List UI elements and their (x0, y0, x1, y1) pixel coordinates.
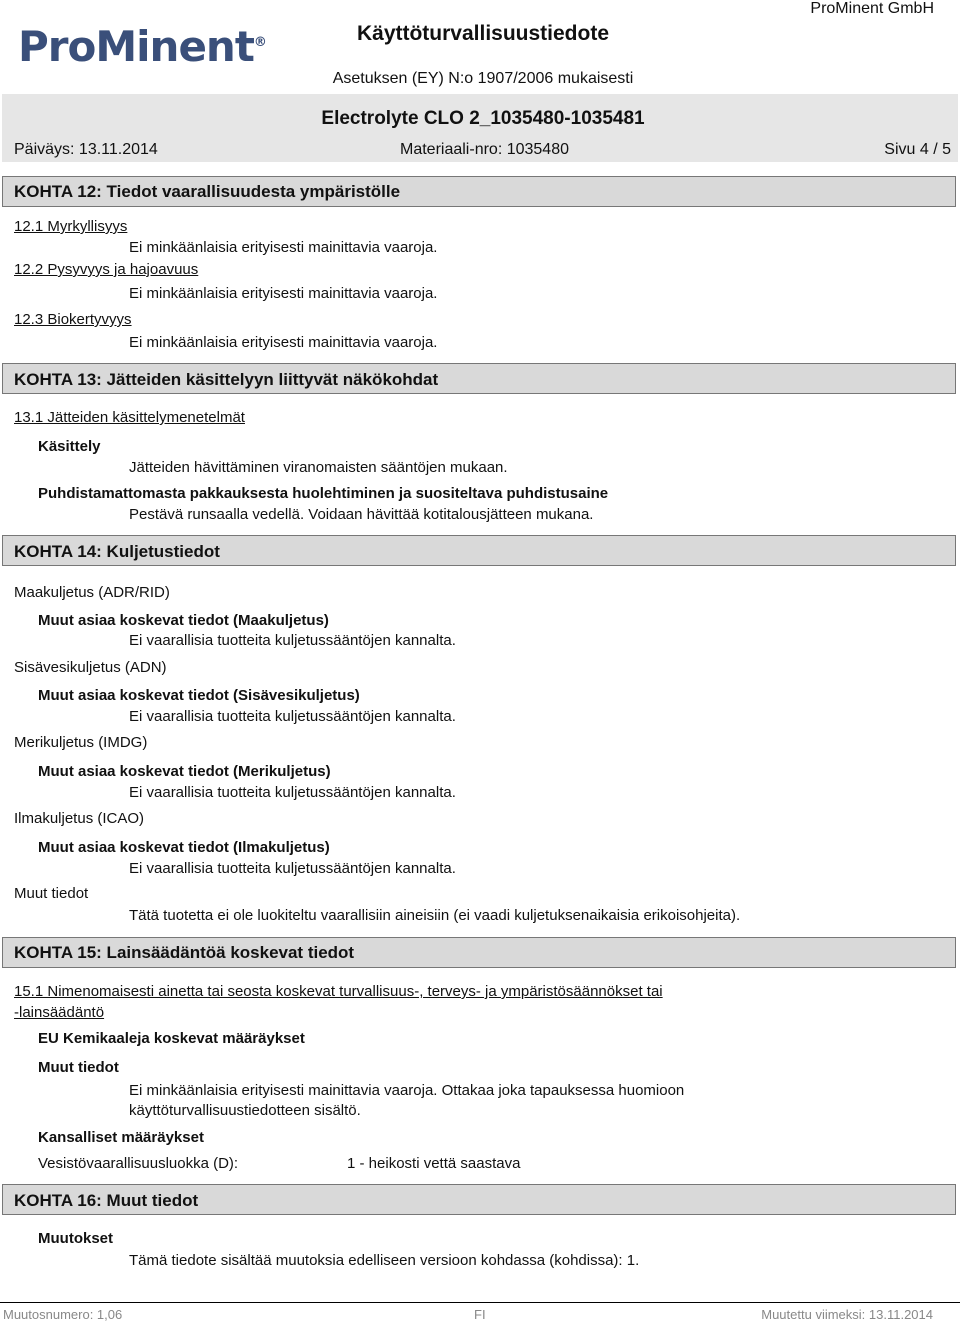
regulation-text: Asetuksen (EY) N:o 1907/2006 mukaisesti (332, 70, 634, 87)
text-inland: Ei vaarallisia tuotteita kuljetussääntöjen kannalta. (129, 708, 456, 725)
label-air: Ilmakuljetus (ICAO) (14, 810, 145, 827)
label-sea: Merikuljetus (IMDG) (14, 734, 148, 751)
page-number: Sivu 4 / 5 (884, 141, 951, 158)
label-road: Maakuljetus (ADR/RID) (14, 584, 170, 601)
text-air: Ei vaarallisia tuotteita kuljetussääntöjen kannalta. (129, 860, 456, 877)
label-inland: Sisävesikuljetus (ADN) (14, 659, 167, 676)
label-changes: Muutokset (38, 1230, 113, 1247)
text-other-info: Tätä tuotetta ei ole luokiteltu vaarallisiin aineisiin (ei vaadi kuljetuksenaikaisia erikoisohjeita). (129, 907, 741, 924)
label-air-other: Muut asiaa koskevat tiedot (Ilmakuljetus) (38, 839, 330, 856)
label-other-info: Muut tiedot (14, 885, 89, 902)
section-15-title: KOHTA 15: Lainsäädäntöä koskevat tiedot (14, 943, 355, 962)
text-changes: Tämä tiedote sisältää muutoksia edelliseen versioon kohdassa (kohdissa): 1. (129, 1252, 640, 1269)
company-name: ProMinent GmbH (810, 0, 934, 17)
date-text: Päiväys: 13.11.2014 (14, 141, 158, 158)
label-eu-regulations: EU Kemikaaleja koskevat määräykset (38, 1030, 305, 1047)
section-12-title: KOHTA 12: Tiedot vaarallisuudesta ympäristölle (14, 182, 401, 201)
document-title: Käyttöturvallisuustiedote (356, 22, 610, 45)
heading-12-1: 12.1 Myrkyllisyys (14, 218, 128, 235)
heading-12-3: 12.3 Biokertyvyys (14, 311, 132, 328)
footer-divider (0, 1302, 960, 1303)
heading-15-1-line2: -lainsäädäntö (14, 1004, 105, 1021)
text-sea: Ei vaarallisia tuotteita kuljetussääntöjen kannalta. (129, 784, 456, 801)
label-road-other: Muut asiaa koskevat tiedot (Maakuljetus) (38, 612, 329, 629)
product-name: Electrolyte CLO 2_1035480-1035481 (321, 108, 645, 129)
last-modified: Muutettu viimeksi: 13.11.2014 (761, 1307, 933, 1322)
text-other-15-line1: Ei minkäänlaisia erityisesti mainittavia vaaroja. Ottakaa joka tapauksessa huomioon (129, 1082, 685, 1099)
revision-number: Muutosnumero: 1,06 (3, 1307, 123, 1322)
heading-15-1-line1: 15.1 Nimenomaisesti ainetta tai seosta koskevat turvallisuus-, terveys- ja ympäristösäännökset tai (14, 983, 663, 1000)
language-code: FI (474, 1307, 486, 1322)
section-16-title: KOHTA 16: Muut tiedot (14, 1191, 199, 1210)
value-water-hazard: 1 - heikosti vettä saastava (347, 1155, 521, 1172)
section-14-title: KOHTA 14: Kuljetustiedot (14, 542, 220, 561)
label-handling: Käsittely (38, 438, 101, 455)
heading-12-2: 12.2 Pysyvyys ja hajoavuus (14, 261, 199, 278)
label-other-info-15: Muut tiedot (38, 1059, 119, 1076)
text-handling: Jätteiden hävittäminen viranomaisten sääntöjen mukaan. (129, 459, 508, 476)
text-other-15-line2: käyttöturvallisuustiedotteen sisältö. (129, 1102, 361, 1119)
text-12-2: Ei minkäänlaisia erityisesti mainittavia vaaroja. (129, 285, 438, 302)
label-inland-other: Muut asiaa koskevat tiedot (Sisävesikuljetus) (38, 687, 360, 704)
label-water-hazard: Vesistövaarallisuusluokka (D): (38, 1155, 239, 1172)
text-12-1: Ei minkäänlaisia erityisesti mainittavia vaaroja. (129, 239, 438, 256)
label-sea-other: Muut asiaa koskevat tiedot (Merikuljetus) (38, 763, 331, 780)
section-13-title: KOHTA 13: Jätteiden käsittelyyn liittyvät näkökohdat (14, 370, 439, 389)
label-national: Kansalliset määräykset (38, 1129, 204, 1146)
prominent-logo: ProMinent® (18, 22, 266, 71)
label-packaging: Puhdistamattomasta pakkauksesta huolehtiminen ja suositeltava puhdistusaine (38, 485, 609, 502)
text-packaging: Pestävä runsaalla vedellä. Voidaan hävittää kotitalousjätteen mukana. (129, 506, 594, 523)
material-number: Materiaali-nro: 1035480 (400, 141, 569, 158)
text-12-3: Ei minkäänlaisia erityisesti mainittavia vaaroja. (129, 334, 438, 351)
text-road: Ei vaarallisia tuotteita kuljetussääntöjen kannalta. (129, 632, 456, 649)
heading-13-1: 13.1 Jätteiden käsittelymenetelmät (14, 409, 245, 426)
